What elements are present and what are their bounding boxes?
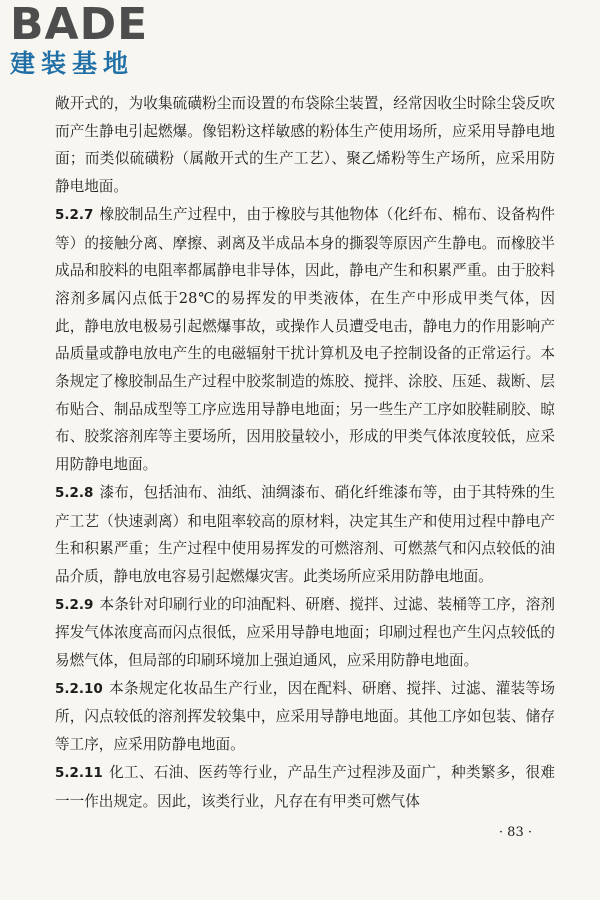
- paragraph-5-2-10: [55, 675, 555, 759]
- paragraph-continuation: [55, 90, 555, 201]
- paragraph-5-2-11: [55, 759, 555, 815]
- paragraph-5-2-9: [55, 591, 555, 675]
- section-number: 5.2.10: [55, 680, 103, 697]
- section-number: 5.2.8: [55, 484, 94, 501]
- paragraph-text: 漆布，包括油布、油纸、油绸漆布、硝化纤维漆布等，由于其特殊的生产工艺（快速剥离）和电阻率较高的原材料，决定其生产和使用过程中静电产生和积累严重；生产过程中使用易挥发的可燃溶剂、可燃蒸气和闪点较低的油品介质，静电放电容易引起燃爆灾害。此类场所应采用防静电地面。: [55, 483, 555, 585]
- paragraph-text: 本条规定化妆品生产行业，因在配料、研磨、搅拌、过滤、灌装等场所，闪点较低的溶剂挥发较集中，应采用导静电地面。其他工序如包装、储存等工序，应采用防静电地面。: [55, 679, 555, 754]
- paragraph-5-2-8: [55, 479, 555, 591]
- paragraph-text: 敞开式的，为收集硫磺粉尘而设置的布袋除尘装置，经常因收尘时除尘袋反吹而产生静电引起燃爆。像铝粉这样敏感的粉体生产使用场所，应采用导静电地面；而类似硫磺粉（属敞开式的生产工艺）、聚乙烯粉等生产场所，应采用防静电地面。: [55, 95, 555, 196]
- section-number: 5.2.9: [55, 596, 94, 613]
- paragraph-text: 本条针对印刷行业的印油配料、研磨、搅拌、过滤、装桶等工序，溶剂挥发气体浓度高而闪点很低，应采用导静电地面；印刷过程也产生闪点较低的易燃气体，但局部的印刷环境加上强迫通风，应采用防静电地面。: [55, 595, 555, 670]
- bade-logo: [10, 2, 180, 78]
- page-number: · 83 ·: [498, 825, 532, 840]
- paragraph-text: 化工、石油、医药等行业，产品生产过程涉及面广，种类繁多，很难一一作出规定。因此，该类行业，凡存在有甲类可燃气体: [55, 763, 555, 810]
- logo-mark: BADE: [10, 0, 149, 50]
- section-number: 5.2.11: [55, 764, 103, 781]
- section-number: 5.2.7: [55, 206, 94, 223]
- paragraph-text: 橡胶制品生产过程中，由于橡胶与其他物体（化纤布、棉布、设备构件等）的接触分离、摩擦、剥离及半成品本身的撕裂等原因产生静电。而橡胶半成品和胶料的电阻率都属静电非导体，因此，静电产生和积累严重。由于胶料溶剂多属闪点低于28℃的易挥发的甲类液体，在生产中形成甲类气体，因此，静电放电极易引起燃爆事故，或操作人员遭受电击，静电力的作用影响产品质量或静电放电产生的电磁辐射干扰计算机及电子控制设备的正常运行。本条规定了橡胶制品生产过程中胶浆制造的炼胶、搅拌、涂胶、压延、裁断、层布贴合、制品成型等工序应选用导静电地面；另一些生产工序如胶鞋刷胶、晾布、胶浆溶剂库等主要场所，因用胶量较小，形成的甲类气体浓度较低，应采用防静电地面。: [55, 205, 555, 474]
- paragraph-5-2-7: [55, 201, 555, 479]
- document-body: [55, 90, 555, 815]
- logo-subtext: 建装基地: [10, 49, 135, 78]
